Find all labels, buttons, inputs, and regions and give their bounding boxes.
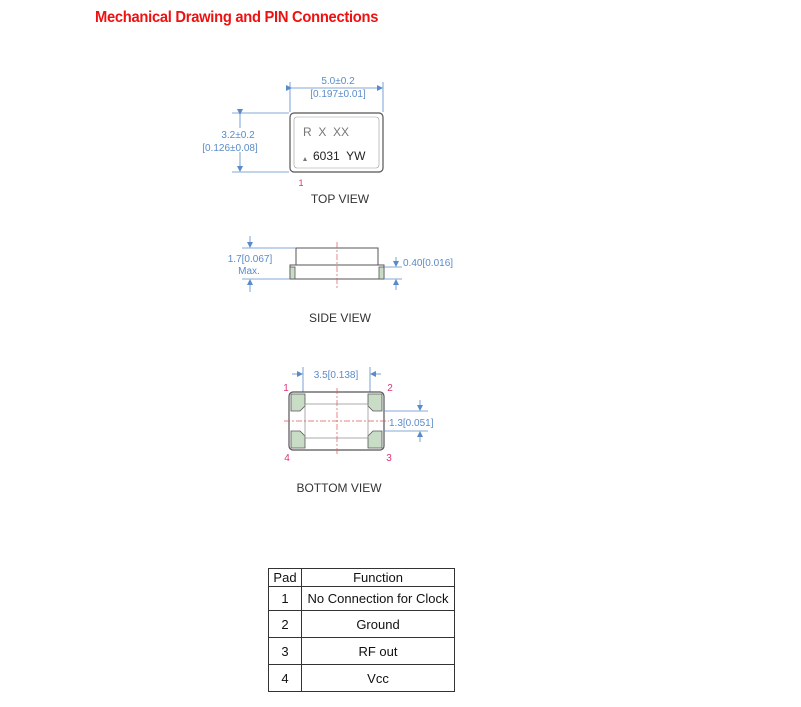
bottom-pin-2: 2 <box>387 383 393 394</box>
top-view <box>202 76 383 206</box>
bottom-pad-height-dim: 1.3[0.051] <box>389 418 434 429</box>
table-cell-function: No Connection for Clock <box>302 587 455 611</box>
side-height-dim: 1.7[0.067] <box>227 254 273 265</box>
side-lead-right <box>379 267 384 279</box>
bottom-pad-4 <box>291 431 305 448</box>
top-marking-line2: 6031 YW <box>313 149 366 163</box>
side-view <box>220 236 453 325</box>
table-cell-function: RF out <box>302 638 455 665</box>
bottom-pin-1: 1 <box>283 383 289 394</box>
side-lead-left <box>290 267 295 279</box>
bottom-pad-2 <box>368 394 382 411</box>
bottom-view-label: BOTTOM VIEW <box>296 481 382 495</box>
table-row <box>269 611 455 638</box>
table-row <box>269 638 455 665</box>
top-height-dim: 3.2±0.2 <box>221 130 255 141</box>
bottom-pin-3: 3 <box>386 453 392 464</box>
bottom-pad-1 <box>291 394 305 411</box>
table-header-pad: Pad <box>269 569 302 587</box>
table-cell-pad: 3 <box>269 638 302 665</box>
side-lead-dim: 0.40[0.016] <box>403 258 454 269</box>
table-row <box>269 665 455 692</box>
side-view-label: SIDE VIEW <box>308 311 372 325</box>
bottom-pitch-dim: 3.5[0.138] <box>313 370 359 381</box>
bottom-view <box>283 367 433 495</box>
table-row <box>269 587 455 611</box>
table-cell-pad: 1 <box>269 587 302 611</box>
top-package-outline <box>290 113 383 172</box>
table-cell-pad: 4 <box>269 665 302 692</box>
top-width-dim: 5.0±0.2 <box>321 76 355 87</box>
page-title: Mechanical Drawing and PIN Connections <box>95 9 379 26</box>
top-pin1-mark: 1 <box>298 178 304 188</box>
top-width-dim-imperial: [0.197±0.01] <box>310 89 366 100</box>
side-height-dim-note: Max. <box>238 266 260 277</box>
top-view-label: TOP VIEW <box>310 192 370 206</box>
bottom-pin-4: 4 <box>284 453 290 464</box>
table-cell-pad: 2 <box>269 611 302 638</box>
table-header-function: Function <box>302 569 455 587</box>
table-cell-function: Vcc <box>302 665 455 692</box>
top-height-dim-imperial: [0.126±0.08] <box>202 143 258 154</box>
bottom-pad-3 <box>368 431 382 448</box>
table-cell-function: Ground <box>302 611 455 638</box>
pin-connection-table <box>268 568 455 692</box>
top-marking-line1: R X XX <box>303 125 350 139</box>
table-header-row <box>269 569 455 587</box>
